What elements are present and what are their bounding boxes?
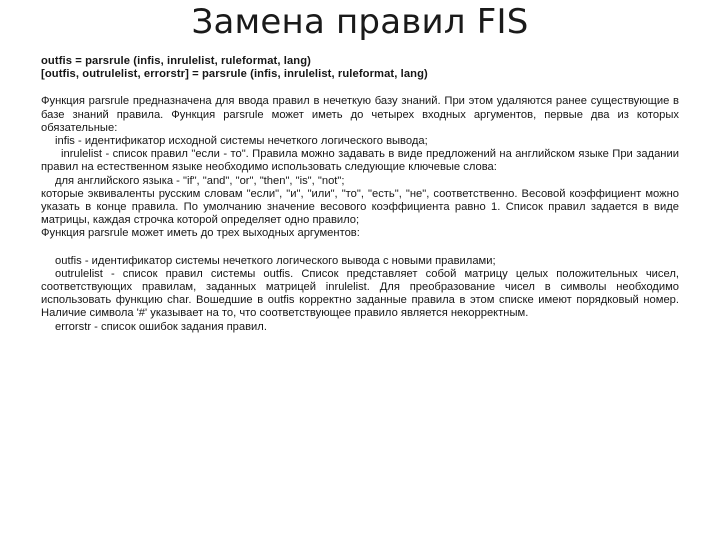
- out-outrulelist: outrulelist - список правил системы outfis. Список представляет собой матрицу целых положительных чисел, соответствующих правилам, заданных матрицей inrulelist. Для преобразование чисел в символы необходимо использовать функцию char. Вошедшие в outfis корректно заданные правила в этом списке имеют порядковый номер. Наличие символа '#' указывает на то, что соответствующее правило является некорректным.: [41, 267, 679, 320]
- arg-infis: infis - идентификатор исходной системы нечеткого логического вывода;: [55, 135, 428, 148]
- spacer: [41, 241, 679, 255]
- arg-inrulelist: [41, 148, 679, 174]
- syntax-line-2: [outfis, outrulelist, errorstr] = parsrule (infis, inrulelist, ruleformat, lang): [41, 68, 428, 81]
- equivalents-paragraph: которые эквиваленты русским словам "если", "и", "или", "то", "есть", "не", соответственно. Весовой коэффициент можно указать в конце правила. По умолчанию значение весового коэффициента равно 1. Список правил задается в виде матрицы, каждая строчка которой определяет одно правило;: [41, 187, 679, 227]
- slide-body: [41, 55, 679, 334]
- out-outfis: outfis - идентификатор системы нечеткого логического вывода с новыми правилами;: [55, 254, 496, 267]
- syntax-line-1: outfis = parsrule (infis, inrulelist, ruleformat, lang): [41, 55, 312, 67]
- slide-title: Замена правил FIS: [191, 2, 529, 42]
- arg-inrulelist-text: inrulelist - список правил "если - то". Правила можно задавать в виде предложений на английском языке При задании правил на естественном языке необходимо использовать следующие ключевые слова:: [41, 148, 679, 174]
- intro-paragraph: Функция parsrule предназначена для ввода правил в нечеткую базу знаний. При этом удаляются ранее существующие в базе знаний правила. Функция parsrule может иметь до четырех входных аргументов, первые два из которых обязательные:: [41, 95, 679, 134]
- keywords-line: для английского языка - "if", "and", "or", "then", "is", "not";: [55, 174, 345, 187]
- spacer: [41, 81, 679, 95]
- out-errorstr: errorstr - список ошибок задания правил.: [55, 320, 267, 333]
- outputs-intro: Функция parsrule может иметь до трех выходных аргументов:: [41, 227, 360, 240]
